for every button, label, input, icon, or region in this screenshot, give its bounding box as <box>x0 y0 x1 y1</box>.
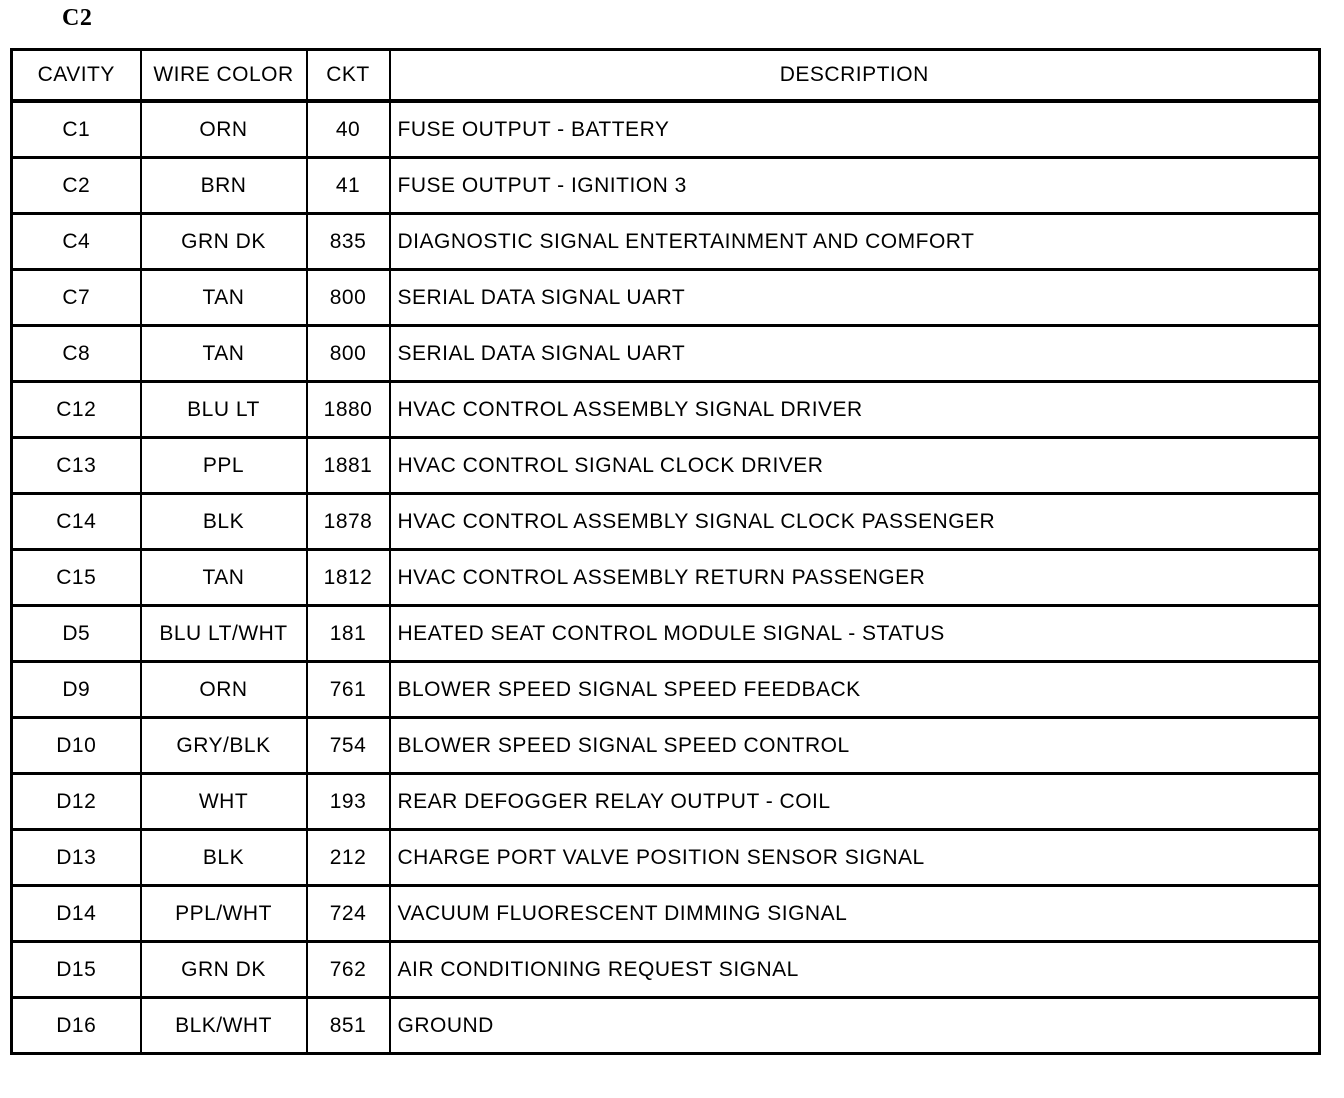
ckt-cell: 1812 <box>307 550 390 606</box>
table-row <box>12 606 1320 662</box>
cavity-cell: D16 <box>12 998 141 1054</box>
cavity-cell: C13 <box>12 438 141 494</box>
wire-color-cell: BLK/WHT <box>141 998 307 1054</box>
cavity-cell: C7 <box>12 270 141 326</box>
cavity-cell: C12 <box>12 382 141 438</box>
table-header <box>12 50 1320 102</box>
connector-title: C2 <box>62 5 93 31</box>
cavity-cell: D15 <box>12 942 141 998</box>
description-cell: GROUND <box>390 998 1320 1054</box>
description-cell: REAR DEFOGGER RELAY OUTPUT - COIL <box>390 774 1320 830</box>
ckt-cell: 761 <box>307 662 390 718</box>
cavity-cell: C8 <box>12 326 141 382</box>
ckt-cell: 835 <box>307 214 390 270</box>
table-row <box>12 886 1320 942</box>
cavity-cell: D5 <box>12 606 141 662</box>
table-row <box>12 942 1320 998</box>
wire-color-cell: GRY/BLK <box>141 718 307 774</box>
ckt-cell: 724 <box>307 886 390 942</box>
description-cell: BLOWER SPEED SIGNAL SPEED CONTROL <box>390 718 1320 774</box>
table-row <box>12 326 1320 382</box>
ckt-cell: 1881 <box>307 438 390 494</box>
cavity-cell: D14 <box>12 886 141 942</box>
ckt-cell: 181 <box>307 606 390 662</box>
wire-color-cell: BLK <box>141 494 307 550</box>
header-description: DESCRIPTION <box>390 50 1320 102</box>
table-body <box>12 101 1320 1054</box>
cavity-cell: D12 <box>12 774 141 830</box>
table-row <box>12 718 1320 774</box>
cavity-cell: D9 <box>12 662 141 718</box>
header-wire-color: WIRE COLOR <box>141 50 307 102</box>
table-row <box>12 101 1320 158</box>
description-cell: HEATED SEAT CONTROL MODULE SIGNAL - STATUS <box>390 606 1320 662</box>
wire-color-cell: GRN DK <box>141 942 307 998</box>
header-cavity: CAVITY <box>12 50 141 102</box>
ckt-cell: 800 <box>307 326 390 382</box>
ckt-cell: 193 <box>307 774 390 830</box>
wire-color-cell: BLK <box>141 830 307 886</box>
table-row <box>12 774 1320 830</box>
description-cell: HVAC CONTROL ASSEMBLY SIGNAL DRIVER <box>390 382 1320 438</box>
ckt-cell: 41 <box>307 158 390 214</box>
cavity-cell: C2 <box>12 158 141 214</box>
ckt-cell: 851 <box>307 998 390 1054</box>
description-cell: BLOWER SPEED SIGNAL SPEED FEEDBACK <box>390 662 1320 718</box>
description-cell: VACUUM FLUORESCENT DIMMING SIGNAL <box>390 886 1320 942</box>
ckt-cell: 762 <box>307 942 390 998</box>
table-row <box>12 270 1320 326</box>
cavity-cell: D10 <box>12 718 141 774</box>
connector-pinout-table <box>10 48 1321 1055</box>
ckt-cell: 1880 <box>307 382 390 438</box>
wire-color-cell: TAN <box>141 326 307 382</box>
ckt-cell: 1878 <box>307 494 390 550</box>
table-row <box>12 830 1320 886</box>
description-cell: CHARGE PORT VALVE POSITION SENSOR SIGNAL <box>390 830 1320 886</box>
description-cell: HVAC CONTROL SIGNAL CLOCK DRIVER <box>390 438 1320 494</box>
cavity-cell: C15 <box>12 550 141 606</box>
ckt-cell: 754 <box>307 718 390 774</box>
ckt-cell: 800 <box>307 270 390 326</box>
table-row <box>12 998 1320 1054</box>
wire-color-cell: BLU LT/WHT <box>141 606 307 662</box>
table-row <box>12 382 1320 438</box>
description-cell: HVAC CONTROL ASSEMBLY SIGNAL CLOCK PASSENGER <box>390 494 1320 550</box>
wire-color-cell: PPL/WHT <box>141 886 307 942</box>
description-cell: FUSE OUTPUT - IGNITION 3 <box>390 158 1320 214</box>
table-row <box>12 158 1320 214</box>
wire-color-cell: BLU LT <box>141 382 307 438</box>
cavity-cell: C1 <box>12 101 141 158</box>
table-row <box>12 662 1320 718</box>
cavity-cell: C14 <box>12 494 141 550</box>
header-row <box>12 50 1320 102</box>
wire-color-cell: PPL <box>141 438 307 494</box>
ckt-cell: 40 <box>307 101 390 158</box>
header-ckt: CKT <box>307 50 390 102</box>
ckt-cell: 212 <box>307 830 390 886</box>
description-cell: AIR CONDITIONING REQUEST SIGNAL <box>390 942 1320 998</box>
wire-color-cell: BRN <box>141 158 307 214</box>
wire-color-cell: ORN <box>141 662 307 718</box>
description-cell: SERIAL DATA SIGNAL UART <box>390 270 1320 326</box>
description-cell: FUSE OUTPUT - BATTERY <box>390 101 1320 158</box>
table-row <box>12 438 1320 494</box>
wire-color-cell: TAN <box>141 270 307 326</box>
table-row <box>12 494 1320 550</box>
description-cell: DIAGNOSTIC SIGNAL ENTERTAINMENT AND COMFORT <box>390 214 1320 270</box>
wire-color-cell: GRN DK <box>141 214 307 270</box>
wire-color-cell: WHT <box>141 774 307 830</box>
table-row <box>12 214 1320 270</box>
description-cell: SERIAL DATA SIGNAL UART <box>390 326 1320 382</box>
wire-color-cell: TAN <box>141 550 307 606</box>
wire-color-cell: ORN <box>141 101 307 158</box>
cavity-cell: C4 <box>12 214 141 270</box>
cavity-cell: D13 <box>12 830 141 886</box>
description-cell: HVAC CONTROL ASSEMBLY RETURN PASSENGER <box>390 550 1320 606</box>
table-row <box>12 550 1320 606</box>
